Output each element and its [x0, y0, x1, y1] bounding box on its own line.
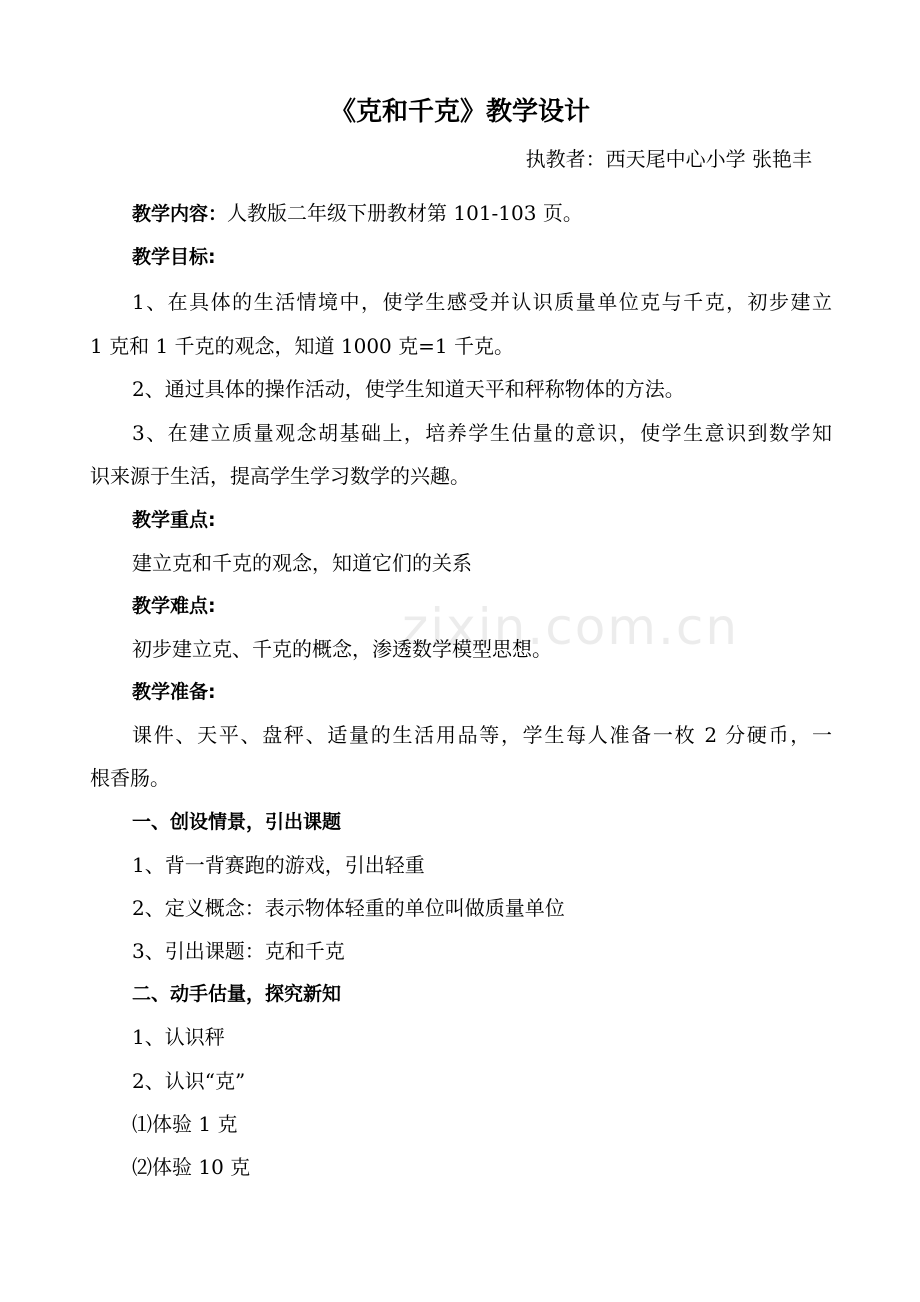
difficulty-heading: 教学难点:	[132, 595, 216, 617]
section-1-item: 1、背一背赛跑的游戏，引出轻重	[132, 853, 425, 877]
preparation-heading: 教学准备:	[132, 681, 216, 703]
objective-3-line-2: 识来源于生活，提高学生学习数学的兴趣。	[90, 464, 470, 488]
objective-2: 2、通过具体的操作活动，使学生知道天平和秤称物体的方法。	[132, 377, 685, 401]
author-line: 执教者：西天尾中心小学 张艳丰	[525, 147, 812, 171]
section-1-heading: 一、创设情景，引出课题	[132, 811, 342, 833]
section-2-item: 1、认识秤	[132, 1025, 225, 1049]
section-2-item: ⑵体验 10 克	[132, 1155, 251, 1179]
key-point-text: 建立克和千克的观念，知道它们的关系	[132, 551, 472, 575]
preparation-line-2: 根香肠。	[90, 766, 170, 790]
section-2-item: ⑴体验 1 克	[132, 1112, 238, 1136]
watermark: zixin.com.cn	[402, 598, 740, 656]
key-point-heading: 教学重点:	[132, 509, 216, 531]
objective-3-line-1: 3、在建立质量观念胡基础上，培养学生估量的意识，使学生意识到数学知	[132, 421, 832, 445]
section-1-item: 3、引出课题：克和千克	[132, 939, 345, 963]
preparation-line-1: 课件、天平、盘秤、适量的生活用品等，学生每人准备一枚 2 分硬币，一	[132, 723, 832, 747]
objective-1-line-2: 1 克和 1 千克的观念，知道 1000 克=1 千克。	[90, 334, 514, 358]
content-text: 人教版二年级下册教材第 101-103 页。	[227, 201, 583, 225]
content-label: 教学内容：	[132, 203, 228, 225]
content-line	[132, 197, 583, 230]
section-1-item: 2、定义概念：表示物体轻重的单位叫做质量单位	[132, 896, 565, 920]
objectives-heading: 教学目标:	[132, 246, 216, 268]
objective-1-line-1: 1、在具体的生活情境中，使学生感受并认识质量单位克与千克，初步建立	[132, 290, 832, 314]
section-2-heading: 二、动手估量，探究新知	[132, 983, 342, 1005]
section-2-item: 2、认识“克”	[132, 1069, 246, 1093]
document-title: 《克和千克》教学设计	[329, 97, 590, 127]
difficulty-text: 初步建立克、千克的概念，渗透数学模型思想。	[132, 637, 552, 661]
